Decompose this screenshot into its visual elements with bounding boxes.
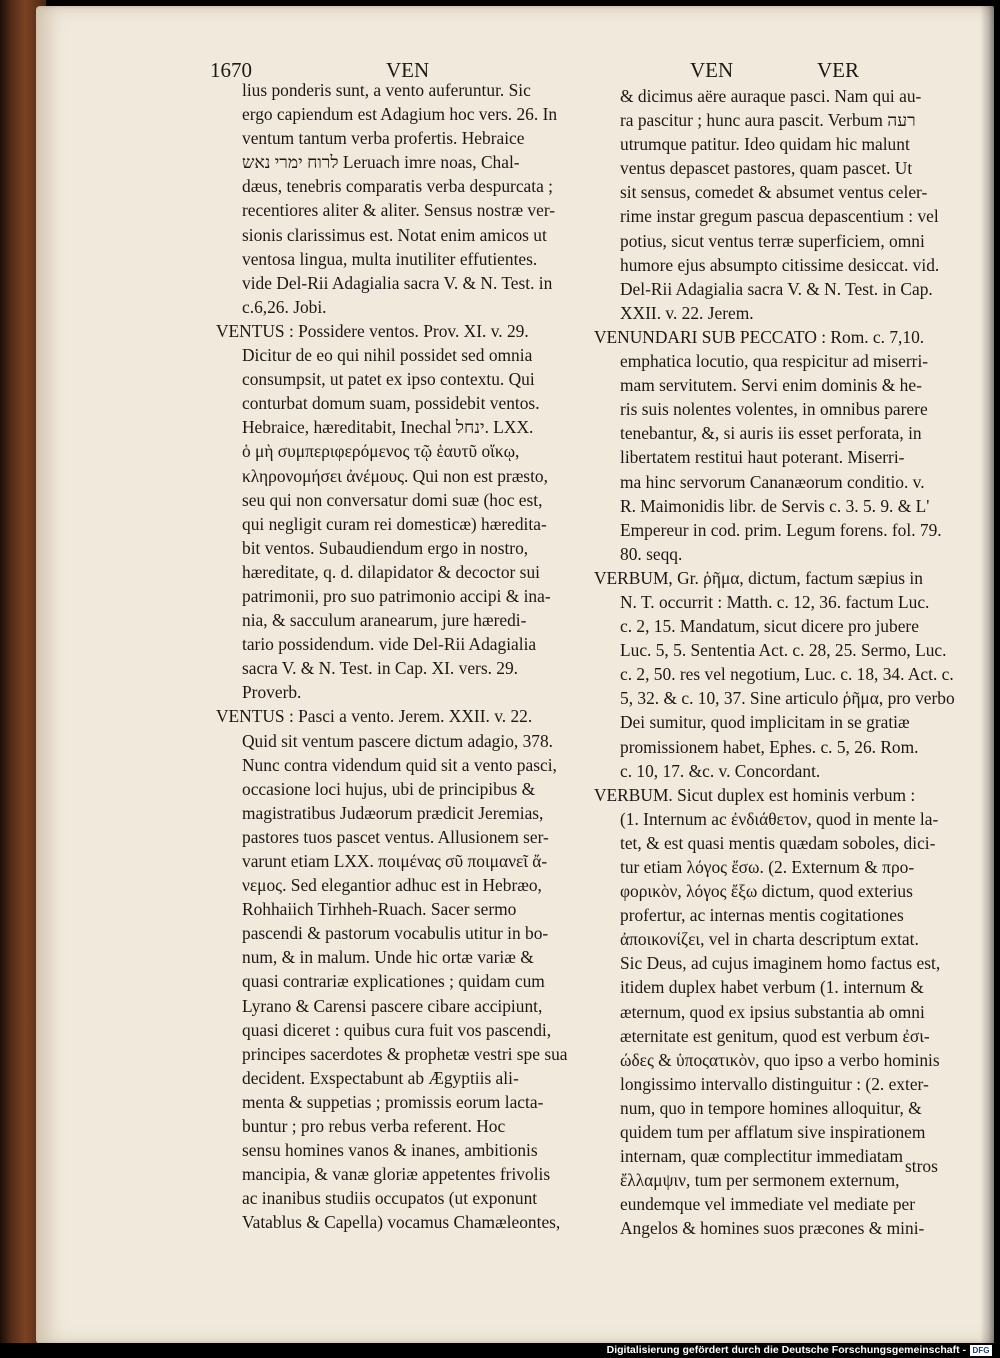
text-line: internam, quæ complectitur immediatam	[620, 1146, 904, 1167]
text-line: Vatablus & Capella) vocamus Chamæleontes,	[242, 1212, 561, 1233]
text-line: nia, & sacculum aranearum, jure hæredi-	[242, 610, 527, 631]
text-line: sensu homines vanos & inanes, ambitionis	[242, 1140, 538, 1161]
text-line: φορικὸν, λόγος ἔξω dictum, quod exterius	[620, 881, 913, 902]
text-line: bit ventos. Subaudiendum ergo in nostro,	[242, 537, 529, 558]
text-line: æternum, quod ex ipsius substantia ab omni	[620, 1001, 925, 1022]
text-line: Empereur in cod. prim. Legum forens. fol. 79.	[620, 519, 942, 540]
text-line: qui negligit curam rei domesticæ) hæredita-	[242, 513, 547, 534]
text-line: pastores tuos pascet ventus. Allusionem ser-	[242, 826, 549, 847]
text-line: tet, & est quasi mentis quædam soboles, dici-	[620, 832, 936, 853]
text-line: promissionem habet, Ephes. c. 5, 26. Rom.	[620, 736, 919, 757]
text-line: לרוח ימרי נאש Leruach imre noas, Chal-	[242, 152, 520, 173]
text-line: ris suis nolentes volentes, in omnibus parere	[620, 399, 928, 420]
text-line: Del-Rii Adagialia sacra V. & N. Test. in Cap.	[620, 278, 933, 299]
text-line: eundemque vel immediate vel mediate per	[620, 1194, 916, 1215]
text-line: ventosa lingua, multa inutiliter effutientes.	[242, 248, 538, 269]
text-line: patrimonii, pro suo patrimonio accipi & ina-	[242, 585, 551, 606]
entry-headword-line: VERBUM, Gr. ῥῆμα, dictum, factum sæpius in	[594, 567, 923, 588]
text-line: quasi contrariæ explicationes ; quidam cum	[242, 971, 545, 992]
text-line: menta & suppetias ; promissis eorum lacta-	[242, 1091, 544, 1112]
text-line: buntur ; pro rebus verba referent. Hoc	[242, 1116, 506, 1137]
text-line: sionis clarissimus est. Notat enim amicos ut	[242, 224, 547, 245]
text-line: longissimo intervallo distinguitur : (2. exter-	[620, 1073, 929, 1094]
text-line: mancipia, & vanæ gloriæ appetentes frivolis	[242, 1164, 551, 1185]
text-line: profertur, ac internas mentis cogitationes	[620, 905, 904, 926]
text-line: itidem duplex habet verbum (1. internum &	[620, 977, 924, 998]
text-line: ergo capiendum est Adagium hoc vers. 26. In	[242, 104, 558, 125]
entry-headword-line: VENTUS : Pasci a vento. Jerem. XXII. v. 22.	[216, 706, 533, 727]
text-line: varunt etiam LXX. ποιμένας σῦ ποιμανεῖ ἄ-	[242, 851, 548, 871]
text-line: c. 2, 15. Mandatum, sicut dicere pro jubere	[620, 616, 919, 637]
text-line: emphatica locutio, qua respicitur ad miserri-	[620, 351, 929, 372]
text-line: Luc. 5, 5. Sententia Act. c. 28, 25. Sermo, Luc.	[620, 640, 947, 661]
text-line: Rohhaiich Tirhheh-Ruach. Sacer sermo	[242, 899, 517, 920]
text-line: c. 10, 17. &c. v. Concordant.	[620, 760, 821, 781]
left-catchword: VEN	[386, 58, 430, 82]
text-line: ma hinc servorum Cananæorum conditio. v.	[620, 471, 925, 492]
text-line: Angelos & homines suos præcones & mini-	[620, 1218, 925, 1239]
text-line: 5, 32. & c. 10, 37. Sine articulo ῥῆμα, pro verbo	[620, 688, 955, 709]
right-column	[594, 84, 966, 1241]
text-line: νεμος. Sed elegantior adhuc est in Hebræo,	[242, 875, 542, 896]
entry-headword-line: VENTUS : Possidere ventos. Prov. XI. v. 29.	[216, 320, 529, 341]
left-column	[216, 78, 586, 1235]
text-line: ra pascitur ; hunc aura pascit. Verbum רעה	[620, 110, 916, 131]
catchword	[905, 1154, 938, 1178]
page-number: 1670	[210, 58, 252, 82]
text-line: XXII. v. 22. Jerem.	[620, 302, 754, 323]
text-line: (1. Internum ac ἐνδιάθετον, quod in mente la-	[620, 808, 939, 829]
text-line: sacra V. & N. Test. in Cap. XI. vers. 29.	[242, 658, 519, 679]
text-line: sit sensus, comedet & absumet ventus celer-	[620, 182, 928, 203]
text-line: occasione loci hujus, ubi de principibus &	[242, 778, 536, 799]
page-shadow	[980, 6, 994, 1344]
text-line: Hebraice, hæreditabit, Inechal ינחל. LXX.	[242, 417, 534, 438]
text-line: & dicimus aëre auraque pasci. Nam qui au-	[620, 86, 922, 106]
text-line: Sic Deus, ad cujus imaginem homo factus est,	[620, 953, 941, 974]
text-line: hæreditate, q. d. dilapidator & decoctor sui	[242, 561, 540, 582]
footer-text: Digitalisierung gefördert durch die Deutsche Forschungsgemeinschaft -	[606, 1344, 966, 1356]
text-line: dæus, tenebris comparatis verba despurcata ;	[242, 176, 553, 197]
text-line: magistratibus Judæorum prædicit Jeremias,	[242, 802, 544, 823]
entry-headword-line: VERBUM. Sicut duplex est hominis verbum :	[594, 784, 916, 805]
right-catchword-1: VEN	[690, 58, 734, 82]
text-line: mam servitutem. Servi enim dominis & he-	[620, 375, 922, 396]
text-line: ventum tantum verba profertis. Hebraice	[242, 128, 525, 149]
text-line: tario possidendum. vide Del-Rii Adagialia	[242, 634, 537, 655]
right-catchword-2: VER	[817, 58, 859, 82]
text-line: ἔλλαμψιν, tum per sermonem externum,	[620, 1170, 900, 1191]
text-line: seu qui non conversatur domi suæ (hoc est,	[242, 489, 543, 510]
text-line: principes sacerdotes & prophetæ vestri spe sua	[242, 1043, 568, 1064]
catchword-text: stros	[905, 1156, 938, 1176]
text-line: ventus depascet pastores, quam pascet. Ut	[620, 158, 913, 179]
text-line: utrumque patitur. Ideo quidam hic malunt	[620, 134, 910, 155]
text-line: æternitate est genitum, quod est verbum ἐσι-	[620, 1025, 930, 1046]
text-line: κληρονομήσει ἀνέμους. Qui non est præsto,	[242, 465, 548, 486]
text-line: num, & in malum. Unde hic ortæ variæ &	[242, 947, 534, 968]
text-line: consumpsit, ut patet ex ipso contextu. Qui	[242, 369, 535, 390]
text-line: ὁ μὴ συμπεριφερόμενος τῷ ἑαυτῦ οἴκῳ,	[242, 441, 520, 462]
text-line: lius ponderis sunt, a vento auferuntur. Sic	[242, 80, 531, 100]
text-line: Nunc contra videndum quid sit a vento pasci,	[242, 754, 557, 775]
text-line: ἀποικονίζει, vel in charta descriptum extat.	[620, 929, 919, 950]
text-line: quidem tum per afflatum sive inspirationem	[620, 1122, 926, 1143]
text-line: humore ejus absumpto citissime desiccat. vid.	[620, 254, 940, 275]
text-line: decident. Exspectabunt ab Ægyptiis ali-	[242, 1067, 519, 1088]
text-line: Dicitur de eo qui nihil possidet sed omnia	[242, 345, 533, 366]
text-line: quasi diceret : quibus cura fuit vos pascendi,	[242, 1019, 552, 1040]
text-line: pascendi & pastorum vocabulis utitur in bo-	[242, 923, 549, 944]
text-line: num, quo in tempore homines alloquitur, &	[620, 1097, 922, 1118]
text-line: R. Maimonidis libr. de Servis c. 3. 5. 9. & L'	[620, 495, 930, 516]
text-line: Quid sit ventum pascere dictum adagio, 378.	[242, 730, 554, 751]
text-line: ac inanibus studiis occupatos (ut exponunt	[242, 1188, 538, 1209]
text-line: conturbat domum suam, possidebit ventos.	[242, 393, 540, 414]
text-line: 80. seqq.	[620, 543, 683, 564]
text-line: c. 2, 50. res vel negotium, Luc. c. 18, 34. Act. c.	[620, 664, 954, 685]
text-line: c.6,26. Jobi.	[242, 296, 327, 317]
dfg-logo: DFG	[970, 1345, 992, 1356]
text-line: vide Del-Rii Adagialia sacra V. & N. Test. in	[242, 272, 553, 293]
text-line: tur etiam λόγος ἔσω. (2. Externum & προ-	[620, 857, 915, 877]
text-line: libertatem restitui haut poterant. Miserri-	[620, 447, 905, 468]
text-line: tenebantur, &, si auris iis esset perforata, in	[620, 423, 922, 444]
text-line: Proverb.	[242, 682, 302, 703]
text-line: recentiores aliter & aliter. Sensus nostræ ver-	[242, 200, 556, 221]
text-line: potius, sicut ventus terræ superficiem, omni	[620, 230, 925, 251]
text-line: ώδες & ὑποςατικὸν, quo ipso a verbo hominis	[620, 1049, 940, 1070]
entry-headword-line: VENUNDARI SUB PECCATO : Rom. c. 7,10.	[594, 326, 925, 347]
text-line: N. T. occurrit : Matth. c. 12, 36. factum Luc.	[620, 591, 930, 612]
text-line: rime instar gregum pascua depascentium : vel	[620, 206, 939, 227]
text-line: Dei sumitur, quod implicitam in se gratiæ	[620, 712, 910, 733]
text-line: Lyrano & Carensi pascere cibare accipiunt,	[242, 995, 543, 1016]
